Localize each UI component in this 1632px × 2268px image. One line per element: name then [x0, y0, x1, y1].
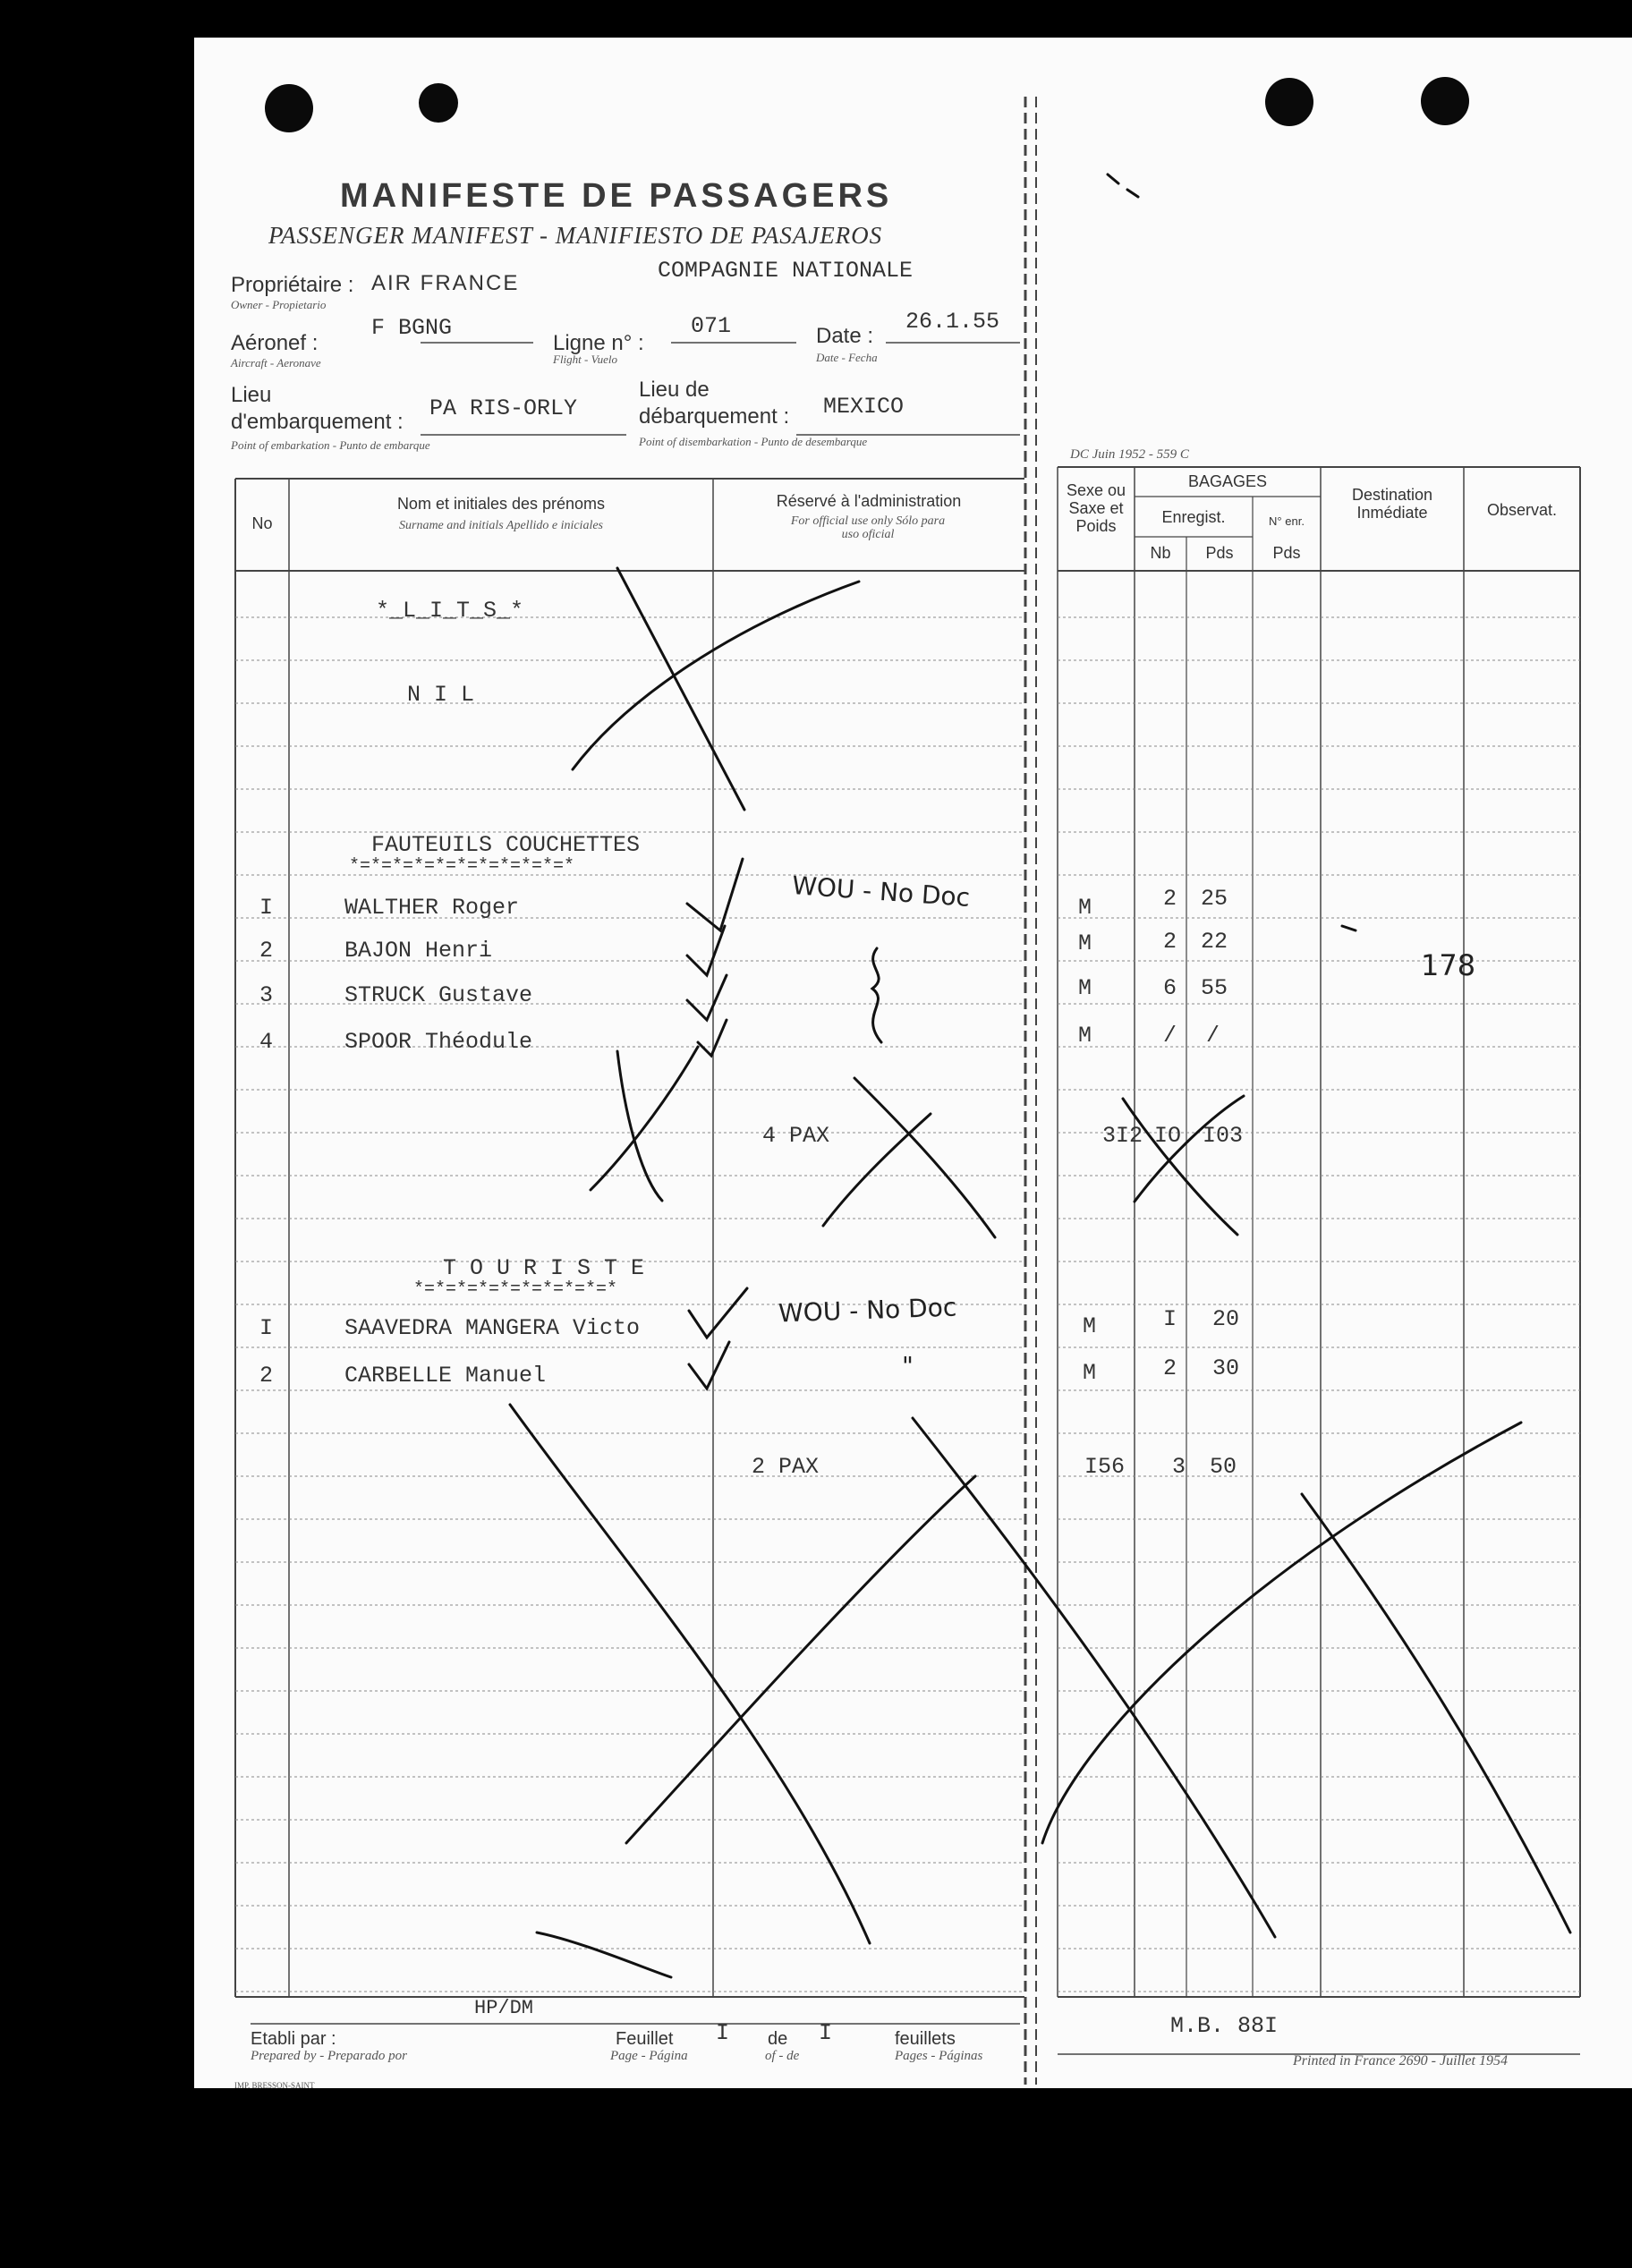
- col-enreg: Enregist.: [1161, 508, 1226, 526]
- passenger-name: SAAVEDRA MANGERA Victo: [344, 1315, 641, 1341]
- passenger-sex: M: [1083, 1313, 1097, 1339]
- total-nb-1: IO: [1154, 1123, 1182, 1149]
- flight-label: Ligne n° :: [553, 331, 644, 355]
- company-name: COMPAGNIE NATIONALE: [658, 258, 914, 284]
- aircraft-value: F BGNG: [371, 315, 453, 341]
- passenger-bag-pds: 30: [1212, 1355, 1240, 1381]
- form-code: DC Juin 1952 - 559 C: [1070, 447, 1189, 462]
- handwritten-ditto: ": [902, 1351, 914, 1380]
- date-value: 26.1.55: [905, 309, 1000, 335]
- of-value: I: [819, 2020, 833, 2046]
- col-admin: Réservé à l'administration: [776, 492, 962, 510]
- total-pds-2: 50: [1210, 1454, 1237, 1480]
- disembark-sub: Point of disembarkation - Punto de desembarque: [639, 435, 868, 448]
- disembark-label-2: débarquement :: [639, 404, 790, 429]
- prepared-label: Etabli par :: [251, 2029, 336, 2049]
- passenger-bag-pds: 20: [1212, 1306, 1240, 1332]
- passenger-no: I: [259, 895, 274, 921]
- passenger-bag-pds: 25: [1201, 886, 1228, 912]
- section-nil: N I L: [407, 682, 475, 708]
- prepared-sub: Prepared by - Preparado por: [251, 2049, 407, 2063]
- section-lits: *_L_I_T_S_*: [376, 598, 524, 624]
- passenger-sex: M: [1078, 930, 1092, 956]
- sheet-sub: Page - Página: [610, 2049, 688, 2063]
- passenger-no: 2: [259, 1363, 274, 1389]
- passenger-bag-nb: 2: [1163, 1355, 1177, 1381]
- aircraft-label: Aéronef :: [231, 331, 319, 355]
- passenger-name: BAJON Henri: [344, 938, 493, 964]
- printer-note: IMP. BRESSON-SAINT: [234, 2081, 315, 2090]
- passenger-bag-nb: 6: [1163, 975, 1177, 1001]
- passenger-bag-nb: /: [1163, 1023, 1177, 1049]
- date-label: Date :: [816, 324, 874, 348]
- total-weight-2: I56: [1084, 1454, 1126, 1480]
- passenger-bag-pds: 55: [1201, 975, 1228, 1001]
- passenger-name: SPOOR Théodule: [344, 1029, 533, 1055]
- passenger-no: 2: [259, 938, 274, 964]
- handwritten-number: 178: [1421, 948, 1476, 982]
- of-label: de: [768, 2029, 788, 2049]
- flight-sub: Flight - Vuelo: [553, 353, 617, 366]
- section-touriste-underline: *=*=*=*=*=*=*=*=*=*: [413, 1279, 618, 1300]
- aircraft-sub: Aircraft - Aeronave: [231, 356, 321, 370]
- handwritten-note: WOU - No Doc: [791, 871, 972, 913]
- col-no: No: [251, 514, 273, 532]
- total-nb-2: 3: [1172, 1454, 1186, 1480]
- col-bagages: BAGAGES: [1187, 472, 1268, 490]
- disembark-label-1: Lieu de: [639, 378, 710, 402]
- passenger-bag-pds: /: [1206, 1023, 1220, 1049]
- col-name: Nom et initiales des prénoms: [396, 495, 606, 513]
- passenger-sex: M: [1083, 1360, 1097, 1386]
- sheet-value: I: [716, 2020, 730, 2046]
- passenger-name: CARBELLE Manuel: [344, 1363, 547, 1389]
- col-no-enr: N° enr.: [1269, 514, 1305, 528]
- owner-value: AIR FRANCE: [371, 271, 520, 295]
- total-weight-1: 3I2: [1102, 1123, 1143, 1149]
- embark-value: PA RIS-ORLY: [429, 395, 578, 421]
- manifest-subtitle: PASSENGER MANIFEST - MANIFIESTO DE PASAJEROS: [268, 222, 883, 249]
- col-destination: Destination Inmédiate: [1351, 486, 1433, 522]
- of-sub: of - de: [765, 2049, 800, 2063]
- col-nb: Nb: [1150, 544, 1171, 562]
- passenger-sex: M: [1078, 895, 1092, 921]
- date-sub: Date - Fecha: [816, 351, 878, 364]
- section-fauteuils: FAUTEUILS COUCHETTES: [371, 832, 641, 858]
- mb-number: M.B. 88I: [1170, 2013, 1279, 2039]
- pages-label: feuillets: [895, 2029, 956, 2049]
- col-sex: Sexe ou Saxe et Poids: [1066, 481, 1126, 535]
- passenger-sex: M: [1078, 975, 1092, 1001]
- passenger-no: 3: [259, 982, 274, 1008]
- disembark-value: MEXICO: [823, 394, 905, 420]
- passenger-name: STRUCK Gustave: [344, 982, 533, 1008]
- prepared-value: HP/DM: [474, 1997, 534, 2019]
- passenger-name: WALTHER Roger: [344, 895, 520, 921]
- owner-label: Propriétaire :: [231, 273, 354, 297]
- pages-sub: Pages - Páginas: [895, 2049, 983, 2063]
- passenger-bag-pds: 22: [1201, 929, 1228, 955]
- embark-label-1: Lieu: [231, 383, 272, 407]
- passenger-bag-nb: 2: [1163, 886, 1177, 912]
- embark-sub: Point of embarkation - Punto de embarque: [231, 438, 430, 452]
- total-pds-1: I03: [1203, 1123, 1244, 1149]
- section-fauteuils-underline: *=*=*=*=*=*=*=*=*=*=*: [349, 856, 575, 877]
- manifest-title: MANIFESTE DE PASSAGERS: [340, 177, 893, 215]
- section-touriste: T O U R I S T E: [443, 1255, 645, 1281]
- passenger-no: 4: [259, 1029, 274, 1055]
- owner-sub: Owner - Propietario: [231, 298, 327, 311]
- passenger-sex: M: [1078, 1023, 1092, 1049]
- sheet-label: Feuillet: [616, 2029, 674, 2049]
- passenger-no: I: [259, 1315, 274, 1341]
- flight-value: 071: [691, 313, 732, 339]
- handwritten-note: WOU - No Doc: [778, 1292, 957, 1329]
- col-name-sub: Surname and initials Apellido e iniciales: [399, 519, 603, 532]
- passenger-bag-nb: I: [1163, 1306, 1177, 1332]
- total-pax-2: 2 PAX: [752, 1454, 820, 1480]
- passenger-bag-nb: 2: [1163, 929, 1177, 955]
- printed-note: Printed in France 2690 - Juillet 1954: [1293, 2053, 1508, 2068]
- embark-label-2: d'embarquement :: [231, 410, 404, 434]
- col-pds2: Pds: [1272, 544, 1301, 562]
- col-observ: Observat.: [1486, 501, 1558, 519]
- total-pax-1: 4 PAX: [762, 1123, 830, 1149]
- col-pds: Pds: [1205, 544, 1234, 562]
- col-admin-sub: For official use only Sólo para uso oficial: [790, 514, 946, 541]
